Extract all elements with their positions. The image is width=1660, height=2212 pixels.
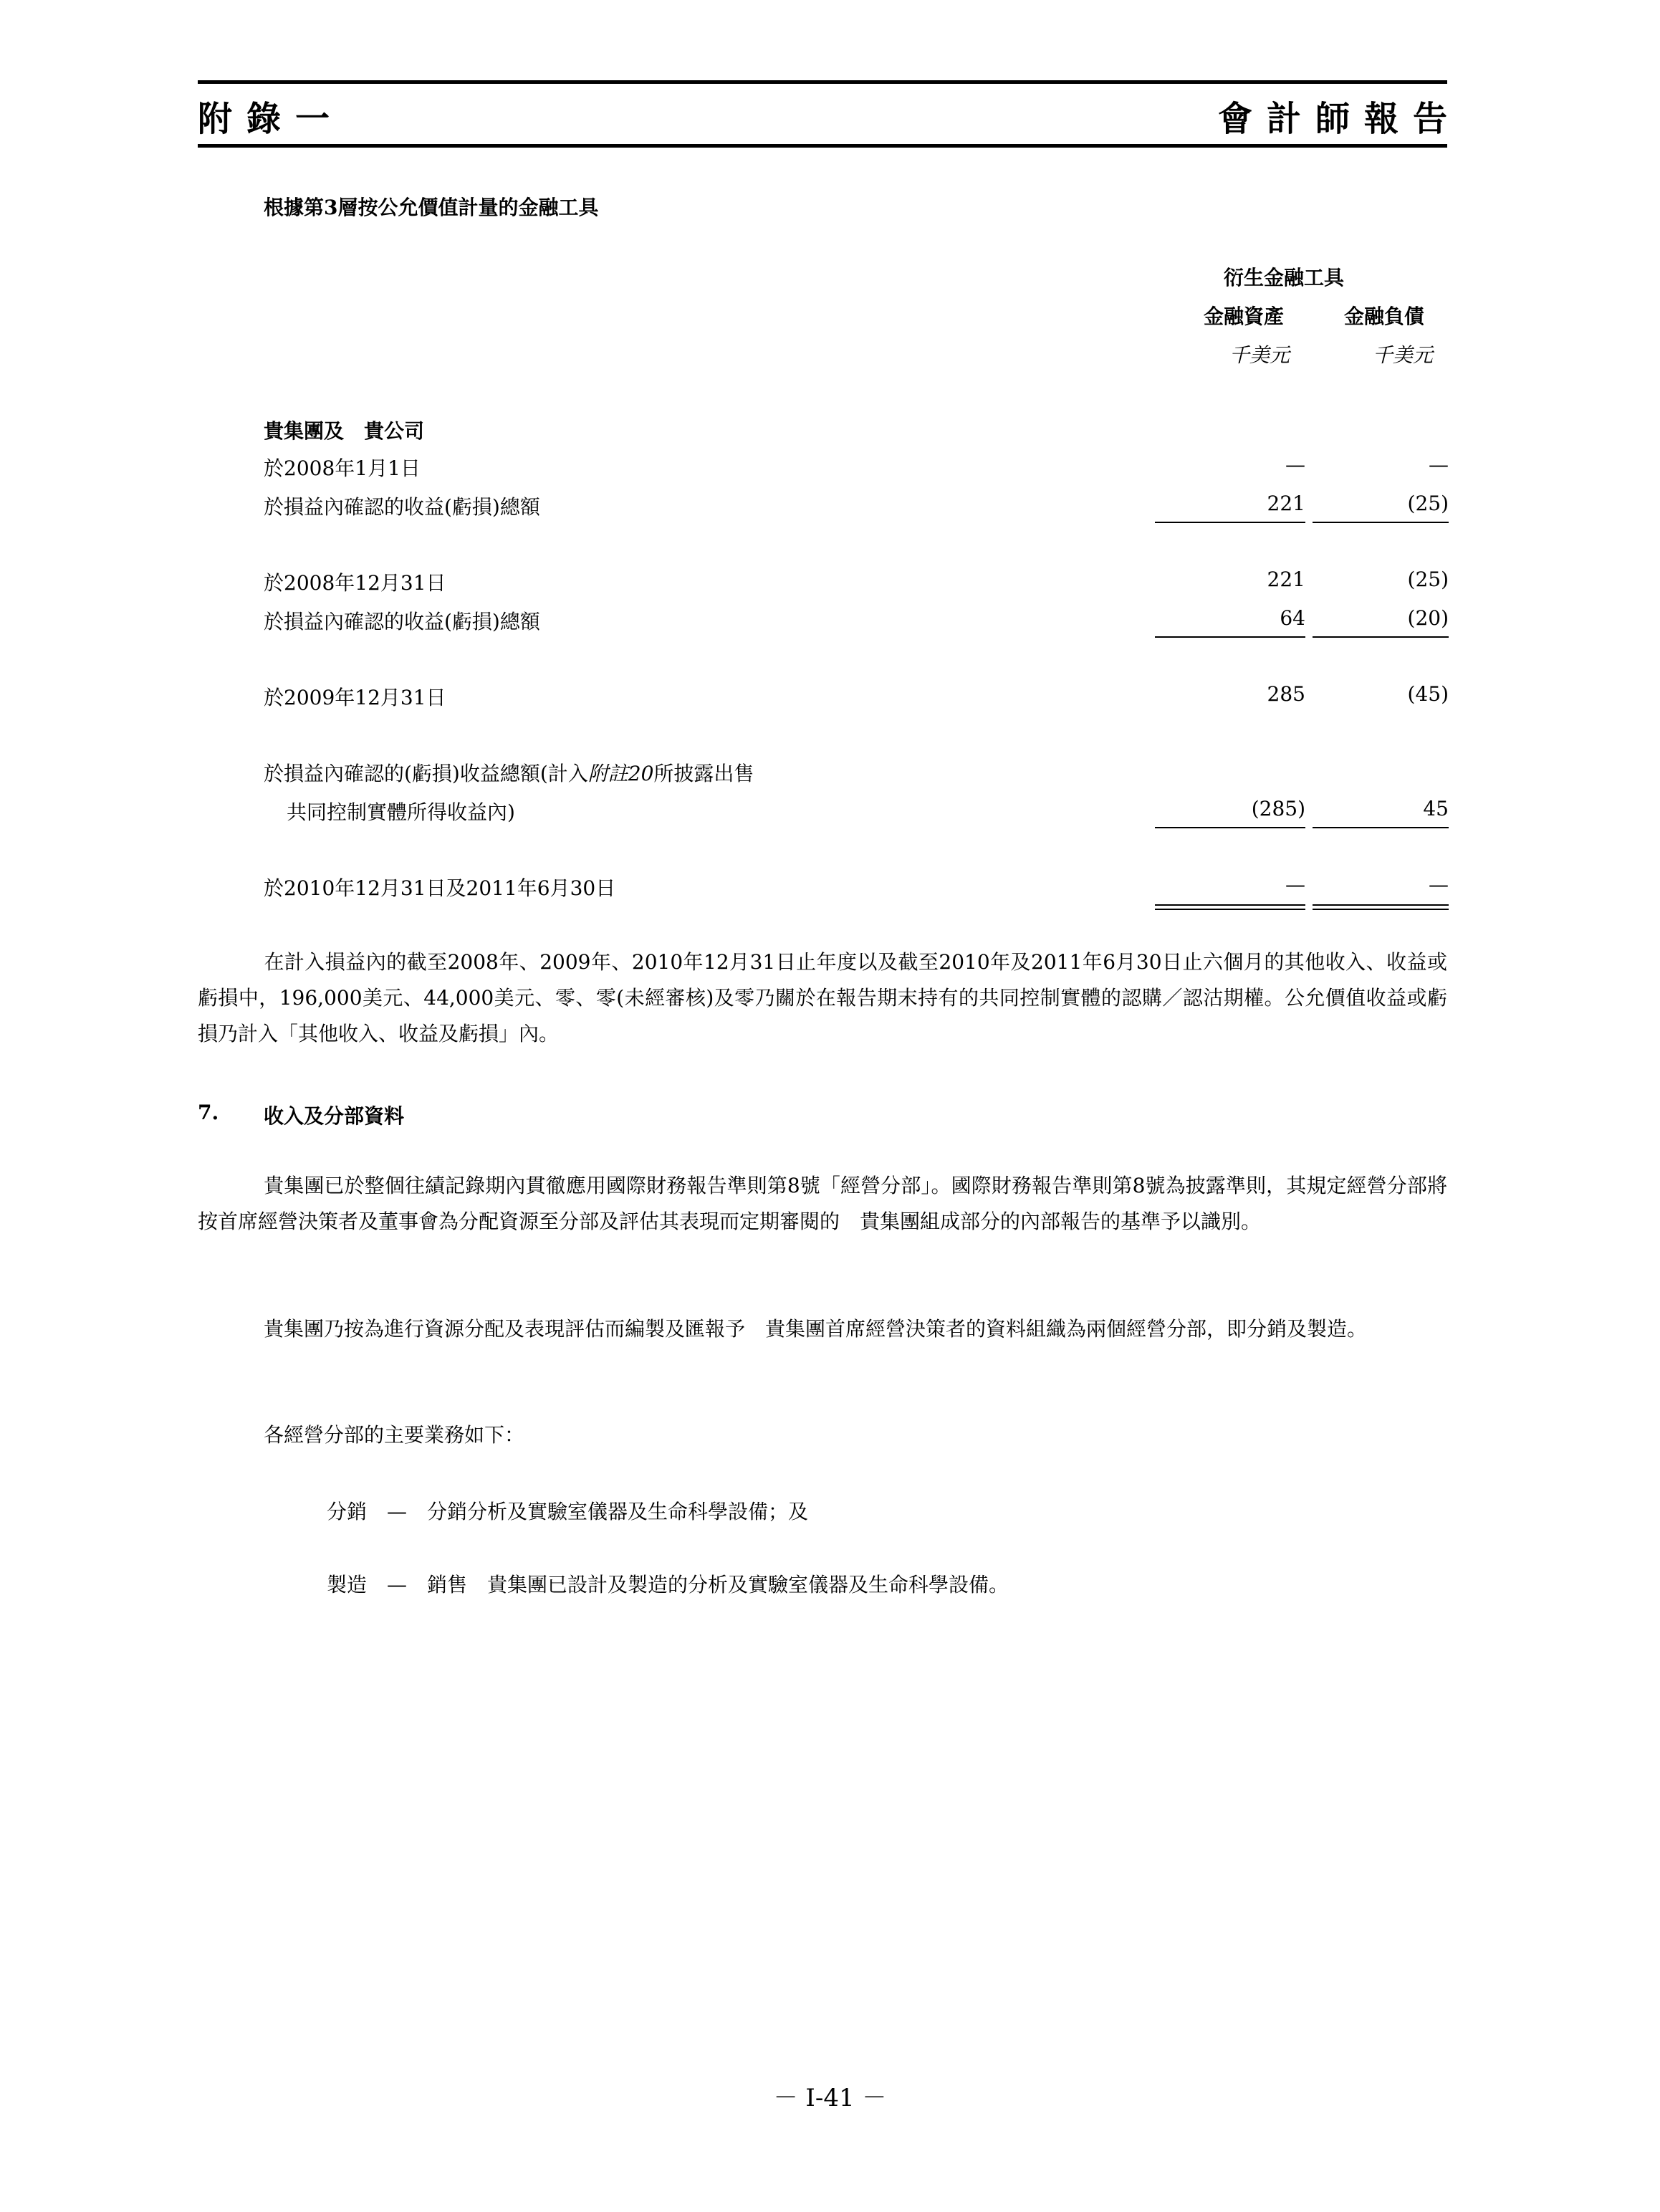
row-value-liabilities: — — [1429, 873, 1449, 896]
row-label: 於損益內確認的(虧損)收益總額(計入附註20所披露出售 — [264, 762, 754, 785]
row-value-liabilities: (45) — [1407, 682, 1449, 706]
paragraph-segment-organisation: 貴集團乃按為進行資源分配及表現評估而編製及匯報予 貴集團首席經營決策者的資料組織為兩個經營分部，即分銷及製造。 — [264, 1317, 1368, 1341]
header-report-title: 會計師報告 — [1217, 99, 1462, 139]
subtotal-rule — [1313, 827, 1449, 828]
segment-item-manufacturing: 製造 — 銷售 貴集團已設計及製造的分析及實驗室儀器及生命科學設備。 — [327, 1573, 1009, 1596]
section-label: 貴集團及 貴公司 — [264, 419, 425, 443]
segment-item-distribution: 分銷 — 分銷分析及實驗室儀器及生命科學設備；及 — [327, 1500, 809, 1523]
row-label: 於2010年12月31日及2011年6月30日 — [264, 876, 616, 900]
section-number: 7. — [198, 1101, 219, 1124]
paragraph-activities-intro: 各經營分部的主要業務如下： — [264, 1423, 525, 1447]
col1-header: 金融資產 — [1204, 305, 1285, 328]
row-value-liabilities: (25) — [1407, 568, 1449, 591]
section-title: 收入及分部資料 — [264, 1104, 405, 1128]
col1-unit: 千美元 — [1229, 343, 1290, 367]
paragraph-fair-value-note: 在計入損益內的截至2008年、2009年、2010年12月31日止年度以及截至2010年及2011年6月30日止六個月的其他收入、收益或虧損中，196,000美元、44,000美元、零、零(未經審核)及零乃關於在報告期末持有的共同控制實體的認購／認沽期權。公允價值收益或虧損乃計入「其他收入、收益及虧損」內。 — [198, 950, 1447, 1045]
row-label: 於損益內確認的收益(虧損)總額 — [264, 495, 540, 519]
subtotal-rule — [1313, 522, 1449, 523]
col2-unit: 千美元 — [1373, 343, 1434, 367]
subtotal-rule — [1155, 827, 1305, 828]
group-header: 衍生金融工具 — [1224, 266, 1345, 289]
row-value-assets: 64 — [1280, 606, 1305, 630]
row-label-continued: 共同控制實體所得收益內) — [287, 800, 515, 824]
row-value-liabilities: (20) — [1407, 606, 1449, 630]
row-label: 於2008年12月31日 — [264, 571, 446, 595]
page-number: － I-41 － — [773, 2084, 887, 2112]
table-subheading: 根據第3層按公允價值計量的金融工具 — [264, 196, 599, 219]
row-value-liabilities: — — [1429, 453, 1449, 477]
row-value-assets: (285) — [1251, 797, 1305, 820]
note-reference: 附註20 — [587, 762, 654, 785]
row-value-assets: — — [1285, 453, 1305, 477]
row-value-liabilities: 45 — [1423, 797, 1449, 820]
row-value-assets: 221 — [1267, 492, 1305, 515]
row-label: 於2009年12月31日 — [264, 686, 446, 709]
paragraph-segment-basis: 貴集團已於整個往績記錄期內貫徹應用國際財務報告準則第8號「經營分部」。國際財務報告準則第8號為披露準則，其規定經營分部將按首席經營決策者及董事會為分配資源至分部及評估其表現而定期審閱的 貴集團組成部分的內部報告的基準予以識別。 — [198, 1174, 1447, 1233]
row-value-assets: 221 — [1267, 568, 1305, 591]
row-value-assets: 285 — [1267, 682, 1305, 706]
subtotal-rule — [1155, 636, 1305, 638]
row-label: 於損益內確認的收益(虧損)總額 — [264, 610, 540, 633]
col2-header: 金融負債 — [1344, 305, 1425, 328]
subtotal-rule — [1155, 522, 1305, 523]
header-appendix-title: 附錄一 — [198, 99, 345, 139]
total-double-rule — [1313, 904, 1449, 910]
subtotal-rule — [1313, 636, 1449, 638]
row-label: 於2008年1月1日 — [264, 456, 421, 480]
total-double-rule — [1155, 904, 1305, 910]
page-header — [198, 80, 1462, 148]
row-value-liabilities: (25) — [1407, 492, 1449, 515]
row-value-assets: — — [1285, 873, 1305, 896]
